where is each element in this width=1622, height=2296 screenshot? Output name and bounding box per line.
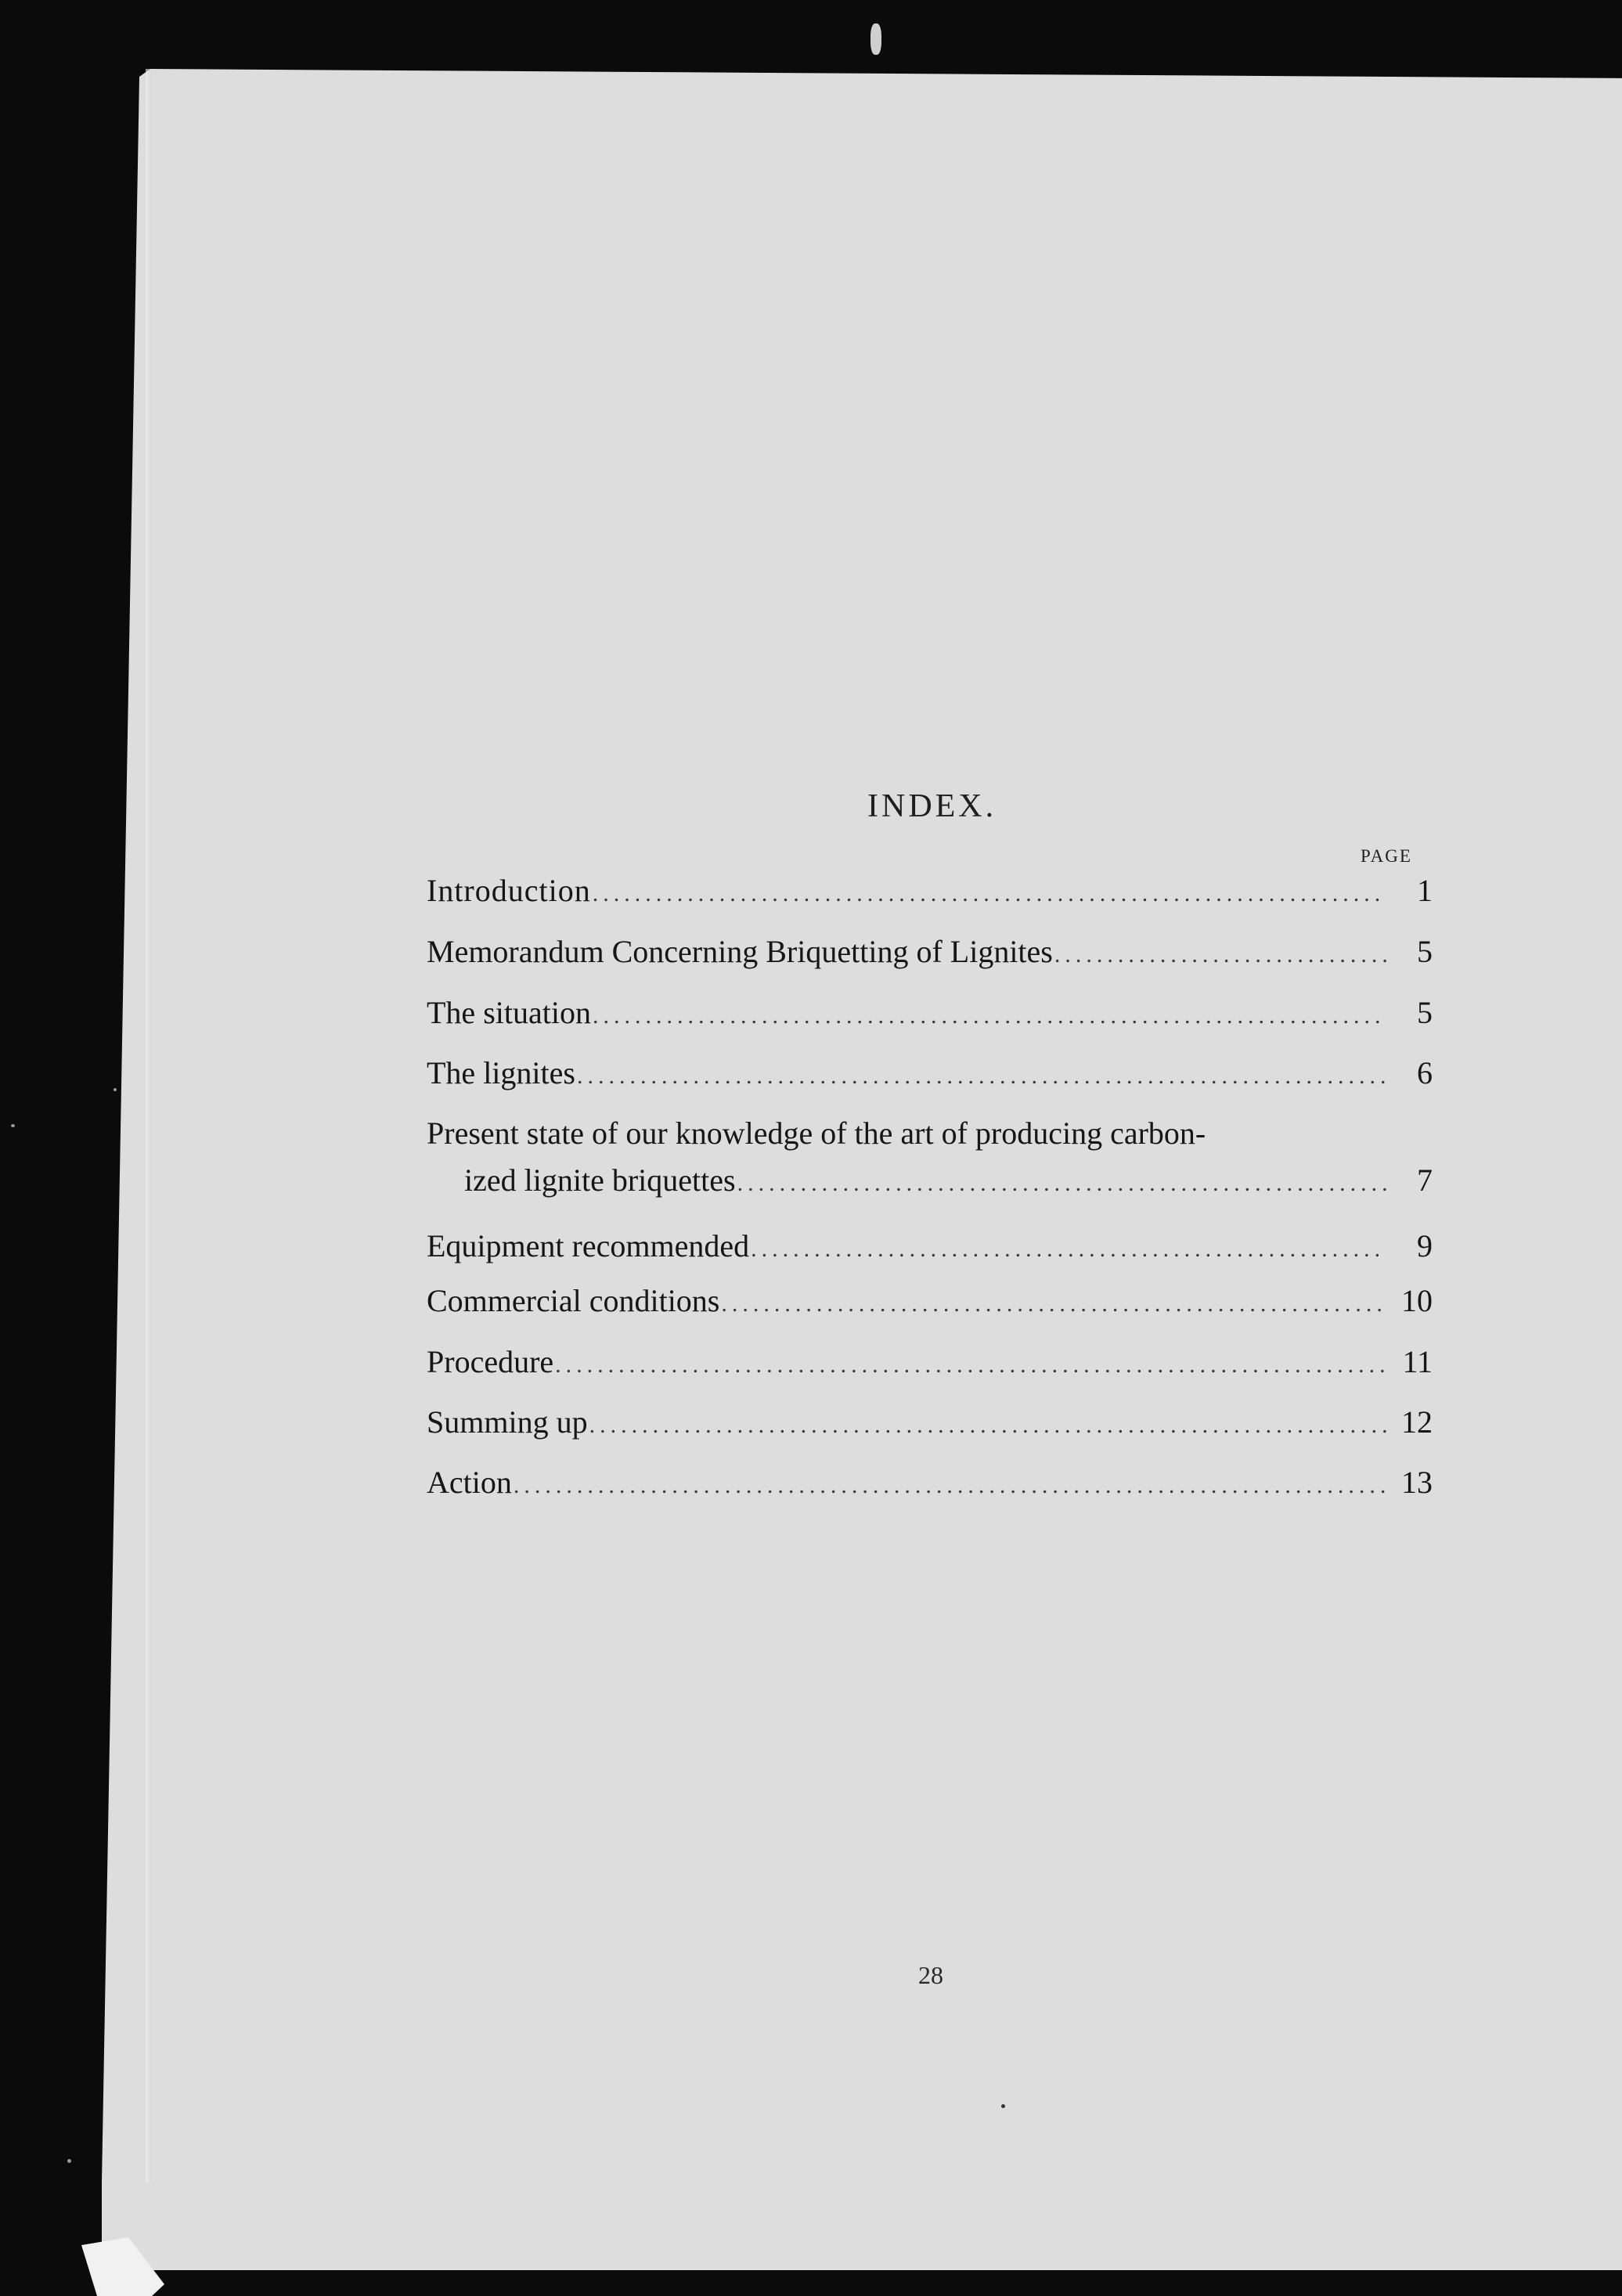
toc-entry-commercial: [427, 1281, 1433, 1325]
toc-entry-title: Equipment recommended: [427, 1228, 750, 1263]
toc-entry-memorandum: [427, 932, 1433, 975]
dot-leader: [751, 1229, 1386, 1270]
page-speck: [1001, 2104, 1005, 2108]
dot-leader: [514, 1465, 1386, 1506]
toc-entry-page: 13: [1401, 1465, 1433, 1500]
dot-leader: [593, 996, 1386, 1036]
toc-entry-introduction: [427, 870, 1433, 914]
toc-entry-title: The situation: [427, 995, 591, 1030]
toc-entry-page: 6: [1417, 1055, 1433, 1090]
film-artifact: [870, 23, 881, 55]
film-speck: [114, 1088, 117, 1091]
dot-leader: [589, 1405, 1386, 1446]
toc-entry-action: [427, 1462, 1433, 1506]
page-edge: [146, 69, 152, 2182]
toc-entry-title: Procedure: [427, 1344, 554, 1379]
film-speck: [67, 2159, 71, 2163]
toc-entry-title-line1: Present state of our knowledge of the art of producing carbon-: [427, 1116, 1206, 1151]
toc-entry-title: Action: [427, 1465, 512, 1500]
toc-entry-title: Summing up: [427, 1404, 588, 1440]
toc-entry-present-state: [427, 1113, 1433, 1204]
page-number: 28: [918, 1961, 943, 1989]
toc-entry-situation: [427, 993, 1433, 1036]
dot-leader: [1054, 935, 1386, 975]
dot-leader: [721, 1284, 1386, 1325]
toc-entry-page: 11: [1402, 1344, 1433, 1379]
dot-leader: [577, 1056, 1386, 1097]
toc-entry-page: 5: [1417, 934, 1433, 969]
toc-entry-title: Introduction: [427, 873, 591, 908]
toc-entry-summing-up: [427, 1402, 1433, 1446]
toc-entry-title-line2: ized lignite briquettes: [464, 1162, 736, 1198]
dot-leader: [593, 874, 1386, 914]
toc-entry-page: 7: [1417, 1162, 1433, 1198]
toc-entry-lignites: [427, 1053, 1433, 1097]
toc-entry-page: 5: [1417, 995, 1433, 1030]
toc-entry-page: 1: [1417, 873, 1433, 908]
toc-entry-title: The lignites: [427, 1055, 575, 1090]
toc-entry-page: 12: [1401, 1404, 1433, 1440]
toc-entry-title: Memorandum Concerning Briquetting of Lignites: [427, 934, 1053, 969]
toc-entry-equipment: [427, 1226, 1433, 1270]
toc-entry-page: 10: [1401, 1283, 1433, 1318]
toc-entry-title: Commercial conditions: [427, 1283, 720, 1318]
page-column-header: PAGE: [1361, 846, 1412, 866]
toc-entry-procedure: [427, 1342, 1433, 1386]
dot-leader: [737, 1163, 1386, 1204]
dot-leader: [555, 1345, 1386, 1386]
film-speck: [11, 1124, 15, 1127]
toc-entry-page: 9: [1417, 1228, 1433, 1263]
index-title: INDEX.: [867, 788, 997, 824]
